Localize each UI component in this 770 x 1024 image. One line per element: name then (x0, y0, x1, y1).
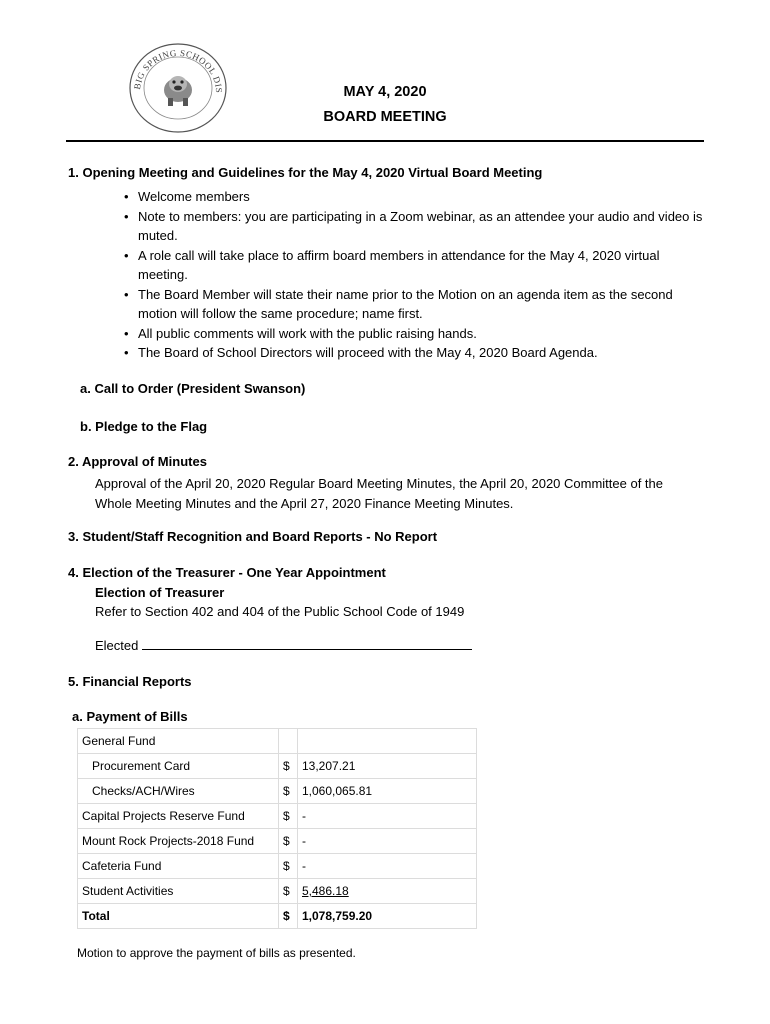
list-item: • Note to members: you are participating in a Zoom webinar, as an attendee your audio and video is muted. (124, 207, 704, 246)
table-row (78, 804, 477, 829)
fund-amount: - (298, 804, 477, 829)
fund-amount: - (298, 854, 477, 879)
bulldog-seal-icon (126, 40, 230, 134)
logo-text: BIG SPRING SCHOOL DIS (132, 47, 225, 94)
motion-text: Motion to approve the payment of bills as presented. (77, 946, 356, 960)
elected-blank (142, 637, 472, 650)
fund-amount: 5,486.18 (298, 879, 477, 904)
currency-symbol: $ (279, 779, 298, 804)
currency-symbol: $ (279, 754, 298, 779)
currency-symbol: $ (279, 804, 298, 829)
fund-label: General Fund (78, 729, 279, 754)
district-logo (126, 40, 230, 134)
currency-symbol: $ (279, 829, 298, 854)
section-1-bullet-list (124, 187, 704, 363)
table-row (78, 879, 477, 904)
fund-amount: - (298, 829, 477, 854)
currency-symbol: $ (279, 879, 298, 904)
header-divider (66, 140, 704, 142)
section-3-heading: 3. Student/Staff Recognition and Board Reports - No Report (68, 529, 438, 544)
currency-symbol: $ (279, 904, 298, 929)
fund-label: Student Activities (78, 879, 279, 904)
minutes-approval-text: Approval of the April 20, 2020 Regular Board Meeting Minutes, the April 20, 2020 Committee of the Whole Meeting Minutes and the April 27, 2020 Finance Meeting Minutes. (95, 476, 664, 511)
table-row (78, 754, 477, 779)
pledge-to-flag: b. Pledge to the Flag (80, 419, 208, 434)
treasurer-reference: Refer to Section 402 and 404 of the Public School Code of 1949 (95, 604, 465, 619)
elected-line (95, 637, 472, 653)
bills-table (77, 728, 477, 929)
fund-label: Procurement Card (78, 754, 279, 779)
fund-amount: 13,207.21 (298, 754, 477, 779)
fund-amount: 1,060,065.81 (298, 779, 477, 804)
fund-label: Capital Projects Reserve Fund (78, 804, 279, 829)
list-item: • Welcome members (124, 187, 704, 207)
list-item: • All public comments will work with the public raising hands. (124, 324, 704, 344)
fund-label: Checks/ACH/Wires (78, 779, 279, 804)
fund-label: Cafeteria Fund (78, 854, 279, 879)
section-4-heading: 4. Election of the Treasurer - One Year Appointment (68, 565, 386, 580)
list-item: • A role call will take place to affirm board members in attendance for the May 4, 2020 virtual meeting. (124, 246, 704, 285)
total-amount: 1,078,759.20 (298, 904, 477, 929)
elected-label: Elected (95, 638, 139, 653)
treasurer-subheading: Election of Treasurer (95, 585, 225, 600)
table-row (78, 829, 477, 854)
meeting-date: MAY 4, 2020 (343, 84, 427, 100)
table-row (78, 779, 477, 804)
list-item: • The Board Member will state their name prior to the Motion on an agenda item as the second motion will follow the same procedure; name first. (124, 285, 704, 324)
fund-label: Mount Rock Projects-2018 Fund (78, 829, 279, 854)
section-5-heading: 5. Financial Reports (68, 674, 192, 689)
table-row (78, 854, 477, 879)
table-row (78, 729, 477, 754)
table-row (78, 904, 477, 929)
page-title: BOARD MEETING (323, 109, 447, 125)
currency-symbol: $ (279, 854, 298, 879)
total-label: Total (78, 904, 279, 929)
call-to-order: a. Call to Order (President Swanson) (80, 381, 306, 396)
list-item: • The Board of School Directors will proceed with the May 4, 2020 Board Agenda. (124, 343, 704, 363)
section-1-heading: 1. Opening Meeting and Guidelines for the May 4, 2020 Virtual Board Meeting (68, 165, 543, 180)
section-2-heading: 2. Approval of Minutes (68, 454, 207, 469)
payment-of-bills-heading: a. Payment of Bills (72, 709, 188, 724)
